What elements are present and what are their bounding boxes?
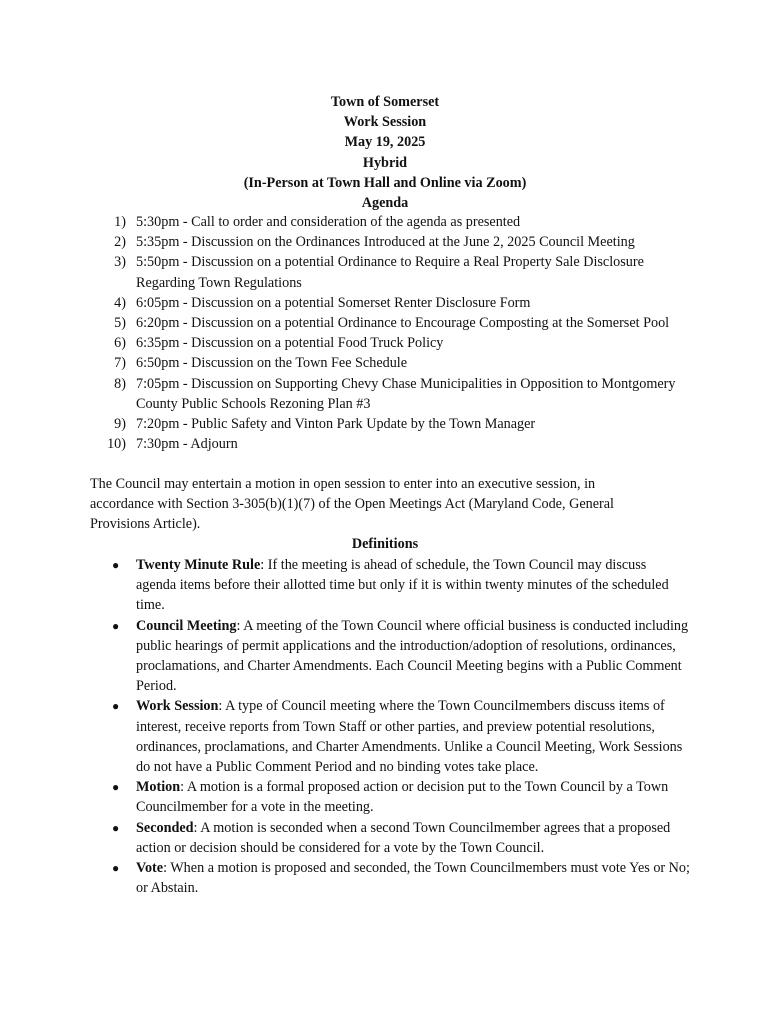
agenda-item — [90, 374, 690, 414]
agenda-item — [90, 252, 690, 292]
definitions-list — [90, 555, 690, 898]
agenda-item-text: 5:30pm - Call to order and consideration of the agenda as presented — [136, 214, 521, 230]
town-name: Town of Somerset — [330, 94, 440, 110]
agenda-item-text: 6:20pm - Discussion on a potential Ordinance to Encourage Composting at the Somerset Pool — [136, 315, 670, 332]
agenda-item-number: 5) — [114, 315, 126, 332]
definition-item — [90, 818, 690, 858]
agenda-item-number: 1) — [114, 214, 126, 230]
definition-text: : A type of Council meeting where the Town Councilmembers discuss items of interest, receive reports from Town Staff or other parties, and preview potential resolutions, ordinances, proclamations, and Charter Amendments. Unlike a Council Meeting, Work Sessions do not have a Public Comment Period and no binding votes take place. — [136, 698, 683, 776]
definition-text: : When a motion is proposed and seconded, the Town Councilmembers must vote Yes or No; or Abstain. — [136, 860, 690, 897]
agenda-item-number: 10) — [107, 436, 126, 453]
agenda-list — [90, 212, 690, 454]
agenda-item-number: 2) — [114, 234, 126, 251]
agenda-item-number: 3) — [114, 254, 126, 271]
agenda-item-number: 7) — [114, 355, 126, 372]
definition-term: Twenty Minute Rule — [136, 557, 261, 573]
document-header — [90, 92, 680, 213]
agenda-item-text: 7:05pm - Discussion on Supporting Chevy Chase Municipalities in Opposition to Montgomery County Public Schools Rezoning Plan #3 — [136, 375, 676, 412]
agenda-item-text: 6:50pm - Discussion on the Town Fee Schedule — [136, 355, 408, 372]
definition-term: Seconded — [136, 819, 194, 836]
agenda-item — [90, 414, 690, 434]
session-type: Work Session — [343, 114, 427, 131]
agenda-item — [90, 353, 690, 373]
agenda-item-number: 8) — [114, 375, 126, 392]
agenda-title: Agenda — [361, 194, 409, 211]
definition-item — [90, 858, 690, 898]
definition-text: : A meeting of the Town Council where official business is conducted including public hearings of permit applications and the introduction/adoption of resolutions, ordinances, proclamations, and Charter Amendments. Each Council Meeting begins with a Public Comment Period. — [136, 617, 689, 695]
definition-term: Work Session — [136, 698, 219, 715]
definition-item — [90, 616, 690, 697]
agenda-item — [90, 293, 690, 313]
bullet-icon: ● — [112, 861, 120, 876]
definition-item — [90, 696, 690, 777]
agenda-item — [90, 232, 690, 252]
agenda-item-text: 5:35pm - Discussion on the Ordinances Introduced at the June 2, 2025 Council Meeting — [136, 234, 635, 251]
agenda-item-number: 4) — [114, 294, 126, 311]
definition-item — [90, 555, 690, 616]
meeting-format-detail: (In-Person at Town Hall and Online via Zoom) — [243, 174, 527, 191]
agenda-item — [90, 313, 690, 333]
agenda-item-number: 9) — [114, 416, 126, 433]
executive-session-notice: The Council may entertain a motion in open session to enter into an executive session, in accordance with Section 3-305(b)(1)(7) of the Open Meetings Act (Maryland Code, General Provisions Article). — [90, 476, 614, 533]
definition-text: : A motion is seconded when a second Town Councilmember agrees that a proposed action or decision should be considered for a vote by the Town Council. — [136, 819, 671, 856]
agenda-item — [90, 212, 690, 232]
bullet-icon: ● — [112, 558, 120, 572]
agenda-item — [90, 434, 690, 454]
definitions-title: Definitions — [351, 536, 419, 552]
definition-term: Council Meeting — [136, 617, 237, 634]
bullet-icon: ● — [112, 618, 120, 633]
definition-text: : If the meeting is ahead of schedule, the Town Council may discuss agenda items before their allotted time but only if it is within twenty minutes of the scheduled time. — [136, 557, 669, 614]
agenda-item-number: 6) — [114, 335, 126, 352]
bullet-icon: ● — [112, 699, 120, 714]
definition-text: : A motion is a formal proposed action or decision put to the Town Council by a Town Councilmember for a vote in the meeting. — [136, 779, 669, 816]
agenda-item-text: 7:30pm - Adjourn — [136, 436, 238, 453]
definition-term: Motion — [136, 779, 181, 796]
agenda-item-text: 7:20pm - Public Safety and Vinton Park Update by the Town Manager — [136, 416, 536, 433]
agenda-item-text: 5:50pm - Discussion on a potential Ordinance to Require a Real Property Sale Disclosure Regarding Town Regulations — [136, 254, 644, 291]
bullet-icon: ● — [112, 780, 120, 795]
definition-item — [90, 777, 690, 817]
meeting-date: May 19, 2025 — [344, 134, 426, 151]
agenda-item-text: 6:35pm - Discussion on a potential Food Truck Policy — [136, 335, 444, 352]
bullet-icon: ● — [112, 820, 120, 835]
agenda-item — [90, 333, 690, 353]
meeting-format: Hybrid — [362, 154, 408, 171]
definition-term: Vote — [136, 860, 164, 877]
agenda-item-text: 6:05pm - Discussion on a potential Somerset Renter Disclosure Form — [136, 294, 531, 311]
